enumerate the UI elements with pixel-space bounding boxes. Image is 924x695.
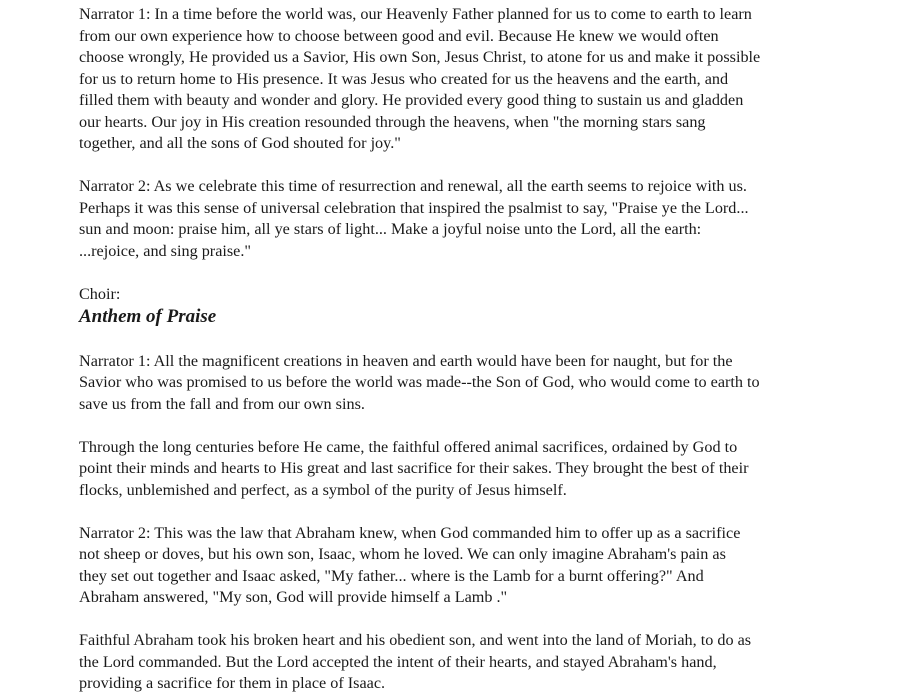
text-line: Savior who was promised to us before the world was made--the Son of God, who would come to earth to xyxy=(79,373,760,391)
text-line: flocks, unblemished and perfect, as a symbol of the purity of Jesus himself. xyxy=(79,480,567,499)
text-line: choose wrongly, He provided us a Savior, His own Son, Jesus Christ, to atone for us and make it possible xyxy=(79,48,761,66)
paragraph-sacrifices xyxy=(79,437,879,502)
text-line: for us to return home to His presence. It was Jesus who created for us the heavens and the earth, and xyxy=(79,69,729,88)
text-line: from our own experience how to choose between good and evil. Because He knew we would often xyxy=(79,26,719,45)
text-line: together, and all the sons of God shouted for joy." xyxy=(79,134,401,152)
text-line: Narrator 1: In a time before the world was, our Heavenly Father planned for us to come to earth to learn xyxy=(79,5,752,23)
paragraph-faithful-abraham xyxy=(79,630,879,695)
text-line: Perhaps it was this sense of universal celebration that inspired the psalmist to say, "Praise ye the Lord... xyxy=(79,198,749,217)
text-line: Through the long centuries before He came, the faithful offered animal sacrifices, ordained by God to xyxy=(79,437,738,456)
text-line: our hearts. Our joy in His creation resounded through the heavens, when "the morning stars sang xyxy=(79,112,706,131)
paragraph-narrator2-abraham xyxy=(79,523,879,609)
choir-label: Choir: xyxy=(79,284,121,303)
text-line: point their minds and hearts to His great and last sacrifice for their sakes. They brought the best of their xyxy=(79,459,749,477)
document-page xyxy=(79,4,879,695)
text-line: they set out together and Isaac asked, "My father... where is the Lamb for a burnt offering?" And xyxy=(79,566,704,585)
anthem-title: Anthem of Praise xyxy=(79,306,217,327)
text-line: Narrator 1: All the magnificent creations in heaven and earth would have been for naught, but for the xyxy=(79,351,733,370)
text-line: Narrator 2: This was the law that Abraham knew, when God commanded him to offer up as a sacrifice xyxy=(79,523,741,542)
paragraph-narrator1-intro xyxy=(79,4,879,155)
paragraph-narrator2-celebrate xyxy=(79,176,879,262)
text-line: save us from the fall and from our own sins. xyxy=(79,394,365,413)
text-line: Abraham answered, "My son, God will provide himself a Lamb ." xyxy=(79,588,508,606)
paragraph-narrator1-savior xyxy=(79,351,879,416)
text-line: the Lord commanded. But the Lord accepted the intent of their hearts, and stayed Abraham's hand, xyxy=(79,652,717,671)
text-line: ...rejoice, and sing praise." xyxy=(79,241,252,260)
text-line: filled them with beauty and wonder and glory. He provided every good thing to sustain us and gladden xyxy=(79,91,744,109)
text-line: providing a sacrifice for them in place of Isaac. xyxy=(79,674,386,692)
text-line: sun and moon: praise him, all ye stars of light... Make a joyful noise unto the Lord, all the earth: xyxy=(79,220,702,238)
text-line: Narrator 2: As we celebrate this time of resurrection and renewal, all the earth seems to rejoice with us. xyxy=(79,177,747,195)
text-line: Faithful Abraham took his broken heart and his obedient son, and went into the land of Moriah, to do as xyxy=(79,631,752,649)
text-line: not sheep or doves, but his own son, Isaac, whom he loved. We can only imagine Abraham's pain as xyxy=(79,545,726,563)
